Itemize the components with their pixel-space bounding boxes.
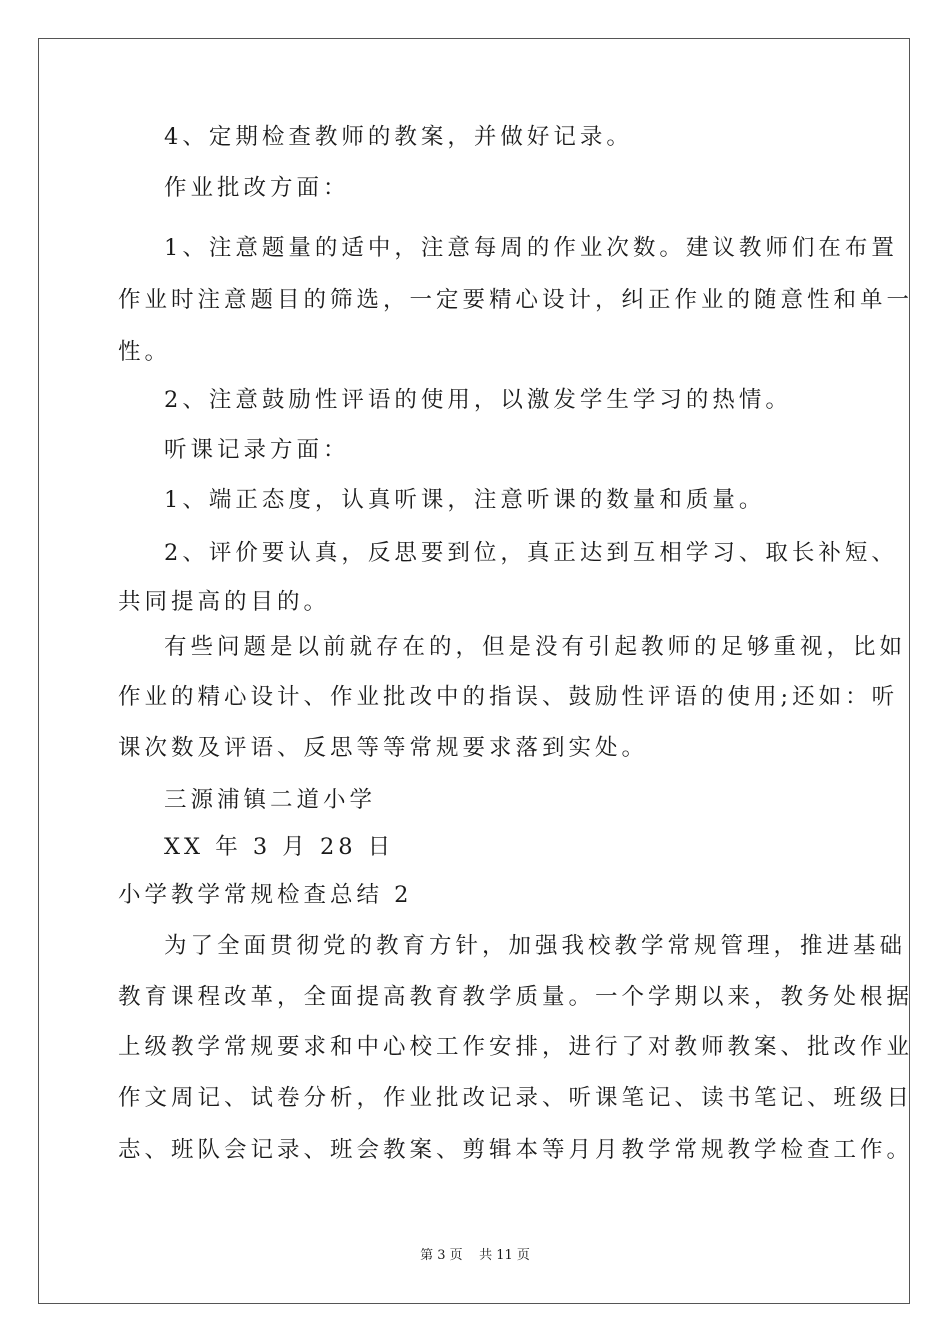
paragraph-line: 作文周记、试卷分析，作业批改记录、听课笔记、读书笔记、班级日 — [118, 1085, 914, 1111]
page-border — [38, 38, 910, 1304]
section-heading: 听课记录方面： — [164, 437, 350, 463]
paragraph-line: 教育课程改革，全面提高教育教学质量。一个学期以来，教务处根据 — [118, 984, 914, 1010]
page-number: 第 3 页 共 11 页 — [420, 1248, 530, 1263]
paragraph-line: 共同提高的目的。 — [118, 589, 331, 615]
paragraph-line: 2、注意鼓励性评语的使用，以激发学生学习的热情。 — [164, 387, 792, 413]
paragraph-line: 为了全面贯彻党的教育方针，加强我校教学常规管理，推进基础 — [164, 933, 907, 959]
paragraph-line: 课次数及评语、反思等等常规要求落到实处。 — [118, 735, 649, 761]
paragraph-line: 2、评价要认真，反思要到位，真正达到互相学习、取长补短、 — [164, 540, 898, 566]
document-title: 小学教学常规检查总结 2 — [118, 882, 413, 908]
school-name: 三源浦镇二道小学 — [164, 787, 377, 813]
section-heading: 作业批改方面： — [164, 175, 350, 201]
paragraph-line: 上级教学常规要求和中心校工作安排，进行了对教师教案、批改作业 — [118, 1034, 914, 1060]
paragraph-line: 志、班队会记录、班会教案、剪辑本等月月教学常规教学检查工作。 — [118, 1137, 914, 1163]
paragraph-line: 4、定期检查教师的教案，并做好记录。 — [164, 124, 633, 150]
document-date: XX 年 3 月 28 日 — [164, 834, 395, 860]
paragraph-line: 性。 — [118, 339, 172, 365]
paragraph-line: 1、注意题量的适中，注意每周的作业次数。建议教师们在布置 — [164, 235, 898, 261]
paragraph-line: 作业的精心设计、作业批改中的指误、鼓励性评语的使用;还如：听 — [118, 684, 899, 710]
paragraph-line: 有些问题是以前就存在的，但是没有引起教师的足够重视，比如 — [164, 634, 907, 660]
paragraph-line: 作业时注意题目的筛选，一定要精心设计，纠正作业的随意性和单一 — [118, 287, 914, 313]
paragraph-line: 1、端正态度，认真听课，注意听课的数量和质量。 — [164, 487, 766, 513]
